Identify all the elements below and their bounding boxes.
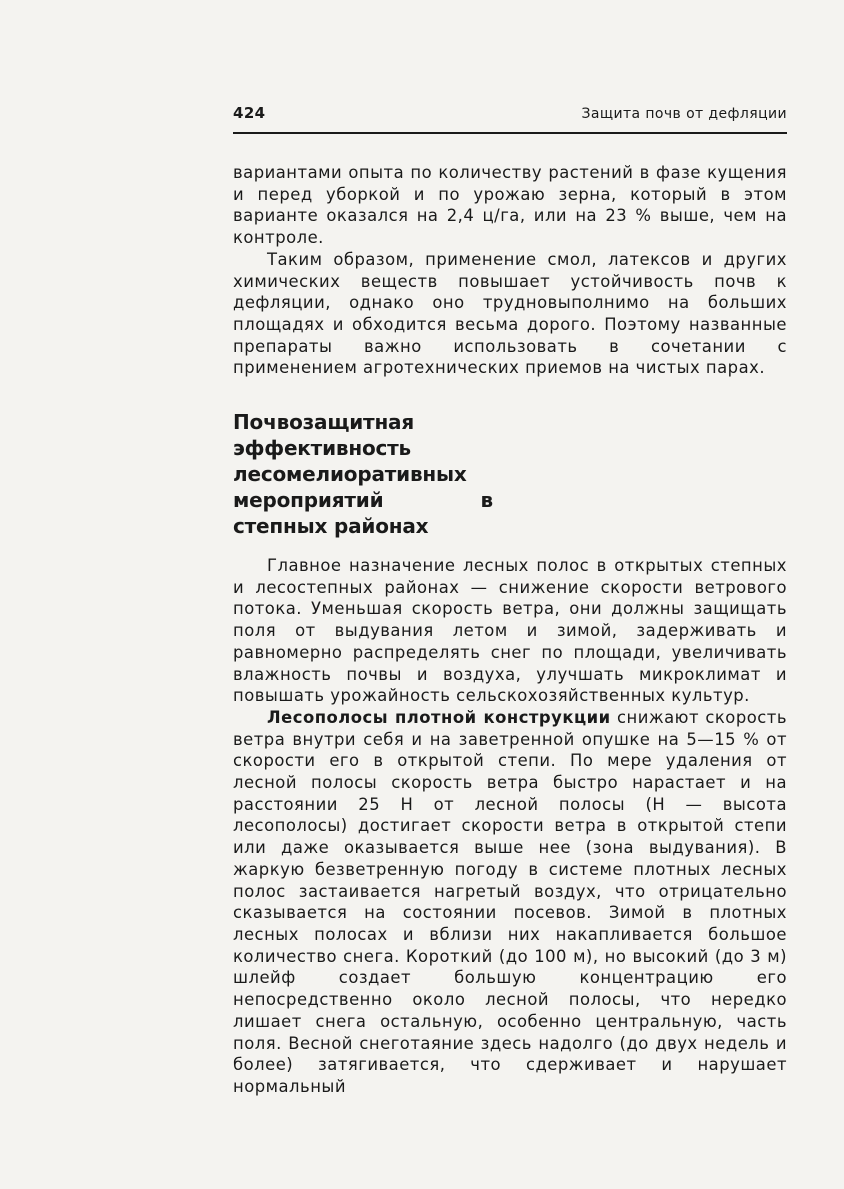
- text-block: [233, 162, 787, 1098]
- paragraph-intro: Главное назначение лесных полос в открытых степных и лесостепных районах — снижение скорости ветрового потока. Уменьшая скорость ветра, они должны защищать поля от выдувания летом и зимой, задерживать и равномерно распределять снег по площади, увеличивать влажность почвы и воздуха, улучшать микроклимат и повышать урожайность сельскохозяйственных культур.: [233, 556, 787, 706]
- page-content: [233, 104, 787, 1098]
- page-number: 424: [233, 104, 266, 122]
- paragraph-conclusion: Таким образом, применение смол, латексов и других химических веществ повышает устойчивость почв к дефляции, однако оно трудновыполнимо на больших площадях и обходится весьма дорого. Поэтому названные препараты важно использовать в сочетании с применением агротехнических приемов на чистых парах.: [233, 249, 787, 378]
- paragraph-continued: вариантами опыта по количеству растений в фазе кущения и перед уборкой и по урожаю зерна, который в этом варианте оказался на 2,4 ц/га, или на 23 % выше, чем на контроле.: [233, 163, 787, 248]
- paragraph-lead-term: Лесополосы плотной конструкции: [267, 707, 611, 727]
- running-head: [233, 104, 787, 128]
- section-heading: Почвозащитная эффективность лесомелиоративных мероприятий в степных районах: [233, 410, 493, 539]
- paragraph-dense-text: снижают скорость ветра внутри себя и на заветренной опушке на 5—15 % от скорости его в открытой степи. По мере удаления от лесной полосы скорость ветра быстро нарастает и на расстоянии 25 Н от лесной полосы (Н — высота лесополосы) достигает скорости ветра в открытой степи или даже оказывается выше нее (зона выдувания). В жаркую безветренную погоду в системе плотных лесных полос застаивается нагретый воздух, что отрицательно сказывается на состоянии посевов. Зимой в плотных лесных полосах и вблизи них накапливается большое количество снега. Короткий (до 100 м), но высокий (до 3 м) шлейф создает большую концентрацию его непосредственно около лесной полосы, что нередко лишает снега остальную, особенно центральную, часть поля. Весной снеготаяние здесь надолго (до двух недель и более) затягивается, что сдерживает и нарушает нормальный: [233, 707, 787, 1096]
- header-rule: [233, 132, 787, 134]
- paragraph-dense-belts: [233, 707, 787, 1098]
- running-title: Защита почв от дефляции: [581, 106, 787, 122]
